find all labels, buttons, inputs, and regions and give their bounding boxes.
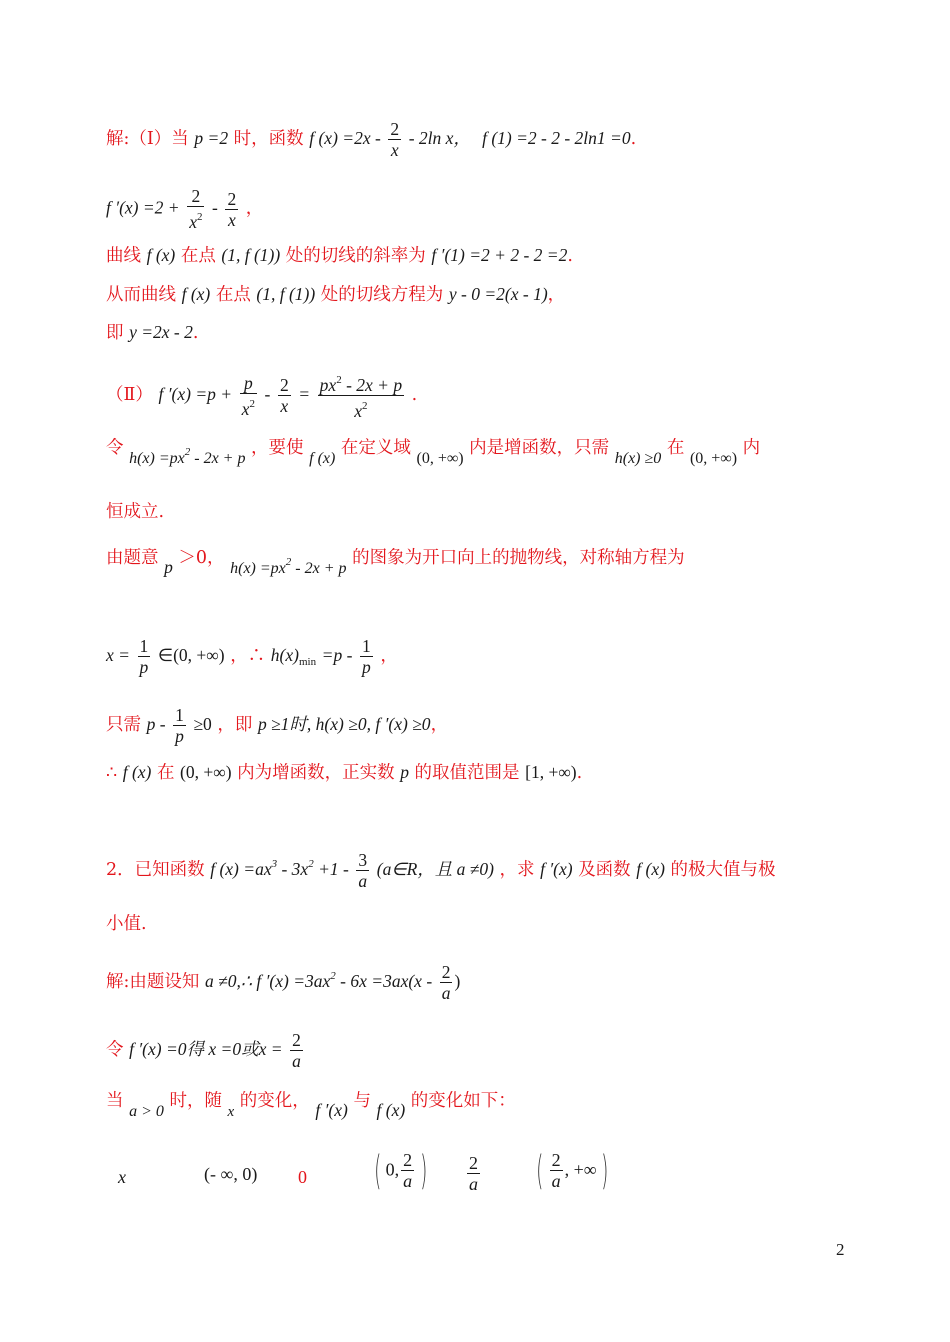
fraction: $\frac{2}{a}$	[292, 1030, 301, 1071]
fraction: $\frac{2}{x}$	[227, 188, 237, 230]
solution-line-1: 解:（Ⅰ）当 p =2 时，函数 f (x) =2x - $\frac{2}{x}$ - 2ln x， f (1) =2 - 2 - 2ln1 =0.	[106, 119, 637, 160]
derivative-line: f ′(x) =2 + $\frac{2}{x^2}$ - $\frac{2}{x}$ ，	[106, 186, 264, 232]
result-line: 即 y =2x - 2.	[106, 322, 199, 343]
fraction: $\frac{px^2 - 2x + p}{x^2}$	[318, 370, 404, 421]
fraction: $\frac{1}{p}$	[175, 705, 184, 746]
fraction: $\frac{1}{p}$	[362, 636, 371, 677]
solution-2-line-2: 令 f ′(x) =0得 x =0或x = $\frac{2}{a}$	[106, 1030, 301, 1071]
fraction: $\frac{2}{x}$	[390, 119, 400, 160]
table-cell-2a-inf: ( $\frac{2}{a}$ , +∞ )	[536, 1147, 608, 1194]
tangent-line-eq: 从而曲线 f (x) 在点 (1, f (1)) 处的切线方程为 y - 0 =2(x - 1)，	[106, 284, 566, 305]
let-h-line: 令 $h(x) =px^2 - 2x + p$ ，要使 f (x) 在定义域 (0, +∞) 内是增函数，只需 h(x) ≥0 在 (0, +∞) 内	[106, 438, 761, 467]
part2-derivative: （Ⅱ） f ′(x) =p + $\frac{p}{x^2}$ - $\frac{2}{x}$ = $\frac{px^2 - 2x + p}{x^2}$ .	[106, 370, 417, 421]
only-need-line: 只需 p - $\frac{1}{p}$ ≥0 ，即 p ≥1时, h(x) ≥0, f ′(x) ≥0，	[106, 705, 449, 746]
question-2-line-1: 2．已知函数 f $(x) =ax^3 - 3x^2 +1$ - $\frac{3}{a}$ (a∈R，且 a ≠0) ，求 f ′(x) 及函数 f (x) 的极大值与极	[106, 850, 776, 891]
page-number: 2	[836, 1240, 845, 1259]
fraction: $\frac{2}{a}$	[441, 962, 451, 1003]
question-2-line-2: 小值.	[106, 914, 147, 934]
table-cell-x: x	[118, 1167, 126, 1187]
table-cell-zero: 0	[298, 1167, 307, 1187]
fraction: $\frac{2}{x^2}$	[189, 186, 203, 232]
parabola-line: 由题意 p ＞0， $h(x) =px^2 - 2x + p$ 的图象为开口向上的抛物线，对称轴方程为	[106, 548, 685, 577]
table-cell-neg-inf-0: (- ∞, 0)	[204, 1164, 258, 1184]
table-cell-0-2a: ( 0, $\frac{2}{a}$ )	[374, 1147, 428, 1194]
fraction: $\frac{3}{a}$	[358, 850, 368, 891]
fraction: $\frac{2}{x}$	[279, 375, 289, 416]
conclusion-line: ∴ f (x) 在 (0, +∞) 内为增函数，正实数 p 的取值范围是 [1, +∞).	[106, 762, 583, 783]
always-holds-line: 恒成立.	[106, 502, 165, 522]
slope-line: 曲线 f (x) 在点 (1, f (1)) 处的切线的斜率为 f ′(1) =2 + 2 - 2 =2.	[106, 245, 573, 266]
fraction: $\frac{p}{x^2}$	[241, 372, 255, 419]
table-cell-2a: $\frac{2}{a}$	[469, 1153, 478, 1194]
solution-2-line-3: 当 a > 0 时，随 x 的变化， f ′(x) 与 f (x) 的变化如下：	[106, 1091, 516, 1120]
axis-of-symmetry-line: x = $\frac{1}{p}$ ∈(0, +∞) ，∴ $h(x)_{min} =p$ - $\frac{1}{p}$ ，	[106, 636, 398, 677]
solution-2-line-1: 解:由题设知 a ≠0,∴ f $'(x) =3ax^2 - 6x =3ax(x$ - $\frac{2}{a}$ )	[106, 962, 461, 1003]
fraction: $\frac{1}{p}$	[139, 636, 149, 677]
